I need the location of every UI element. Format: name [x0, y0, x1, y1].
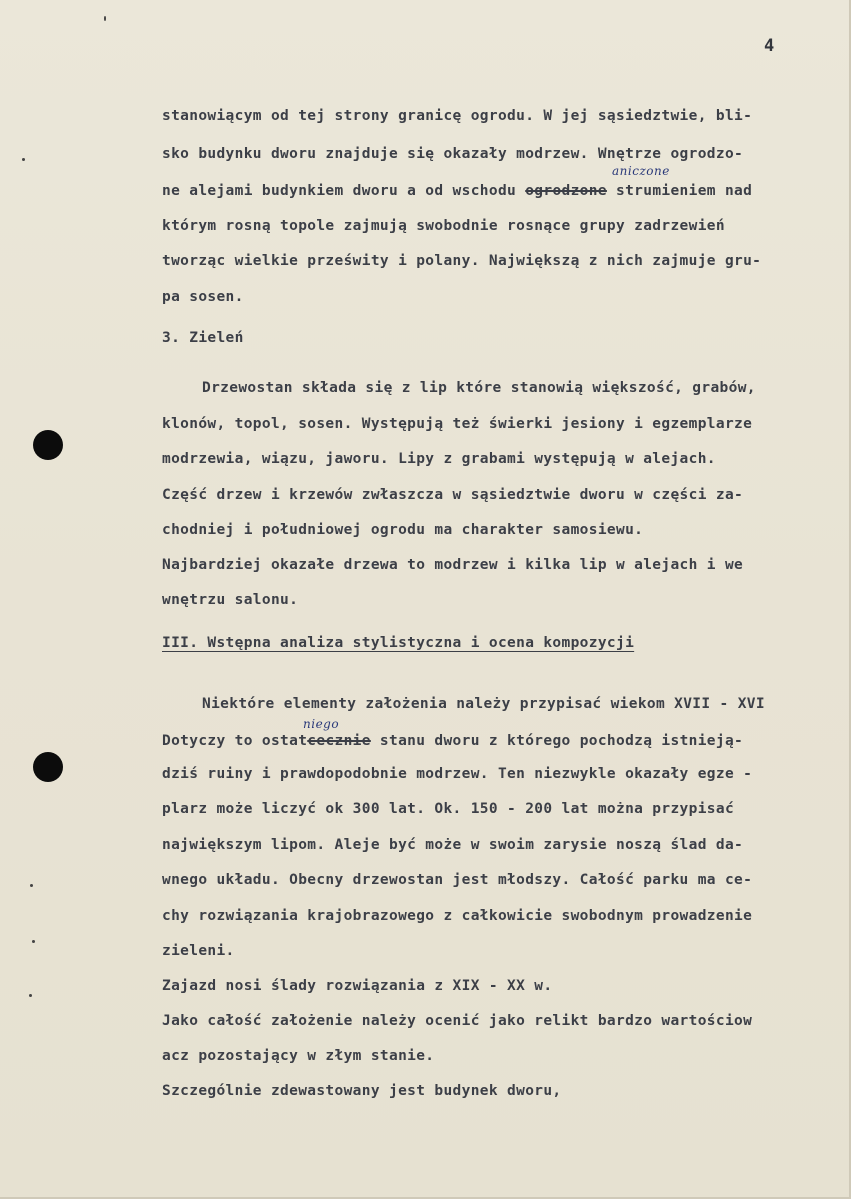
text-segment: ne alejami budynkiem dworu a od wschodu	[162, 183, 526, 199]
text-line: Drzewostan składa się z lip które stanowią większość, grabów,	[202, 380, 756, 396]
struck-word: cecznie	[307, 733, 371, 749]
text-line: Część drzew i krzewów zwłaszcza w sąsiedztwie dworu w części za-	[162, 487, 744, 503]
text-line-with-correction	[162, 183, 752, 199]
text-segment: Dotyczy to ostat	[162, 733, 308, 749]
text-line: pa sosen.	[162, 289, 244, 305]
handwritten-correction: niego	[303, 717, 340, 731]
binder-hole	[33, 752, 63, 782]
text-line: Jako całość założenie należy ocenić jako relikt bardzo wartościow	[162, 1013, 753, 1029]
text-segment: strumieniem nad	[606, 183, 753, 199]
text-line: acz pozostający w złym stanie.	[162, 1048, 435, 1064]
text-line: Niektóre elementy założenia należy przypisać wiekom XVII - XVI	[202, 696, 765, 712]
text-line: klonów, topol, sosen. Występują też świerki jesiony i egzemplarze	[162, 416, 753, 432]
text-line: chodniej i południowej ogrodu ma charakter samosiewu.	[162, 522, 644, 538]
page-number: 4	[764, 36, 775, 56]
text-line: plarz może liczyć ok 300 lat. Ok. 150 - 200 lat można przypisać	[162, 801, 735, 817]
text-segment: pochodzą istnieją-	[579, 733, 744, 749]
text-line: największym lipom. Aleje być może w swoim zarysie noszą ślad da-	[162, 837, 744, 853]
paper-speck	[30, 884, 33, 887]
text-line: stanowiącym od tej strony granicę ogrodu. W jej sąsiedztwie, bli-	[162, 108, 753, 124]
text-line: modrzewia, wiązu, jaworu. Lipy z grabami występują w alejach.	[162, 451, 716, 467]
paper-speck	[29, 994, 32, 997]
text-line: którym rosną topole zajmują swobodnie rosnące grupy zadrzewień	[162, 218, 725, 234]
text-line: chy rozwiązania krajobrazowego z całkowicie swobodnym prowadzenie	[162, 908, 753, 924]
text-line: zieleni.	[162, 943, 235, 959]
text-line-with-correction	[162, 733, 743, 749]
paper-speck	[22, 158, 25, 161]
handwritten-correction: aniczone	[612, 164, 670, 178]
text-line: Najbardziej okazałe drzewa to modrzew i kilka lip w alejach i we	[162, 557, 744, 573]
binder-hole	[33, 430, 63, 460]
section-heading: III. Wstępna analiza stylistyczna i ocena kompozycji	[162, 635, 635, 651]
text-line: Szczególnie zdewastowany jest budynek dworu,	[162, 1083, 562, 1099]
text-line: Zajazd nosi ślady rozwiązania z XIX - XX w.	[162, 978, 553, 994]
paper-speck	[32, 940, 35, 943]
text-line: wnego układu. Obecny drzewostan jest młodszy. Całość parku ma ce-	[162, 872, 753, 888]
section-heading: 3. Zieleń	[162, 330, 244, 346]
paper-speck	[104, 16, 106, 21]
struck-word: ogrodzone	[525, 183, 607, 199]
text-line: tworząc wielkie prześwity i polany. Największą z nich zajmuje gru-	[162, 253, 762, 269]
text-line: wnętrzu salonu.	[162, 592, 299, 608]
text-segment: stanu dworu z którego	[370, 733, 580, 749]
text-line: dziś ruiny i prawdopodobnie modrzew. Ten niezwykle okazały egze -	[162, 766, 753, 782]
text-line: sko budynku dworu znajduje się okazały modrzew. Wnętrze ogrodzo-	[162, 146, 744, 162]
